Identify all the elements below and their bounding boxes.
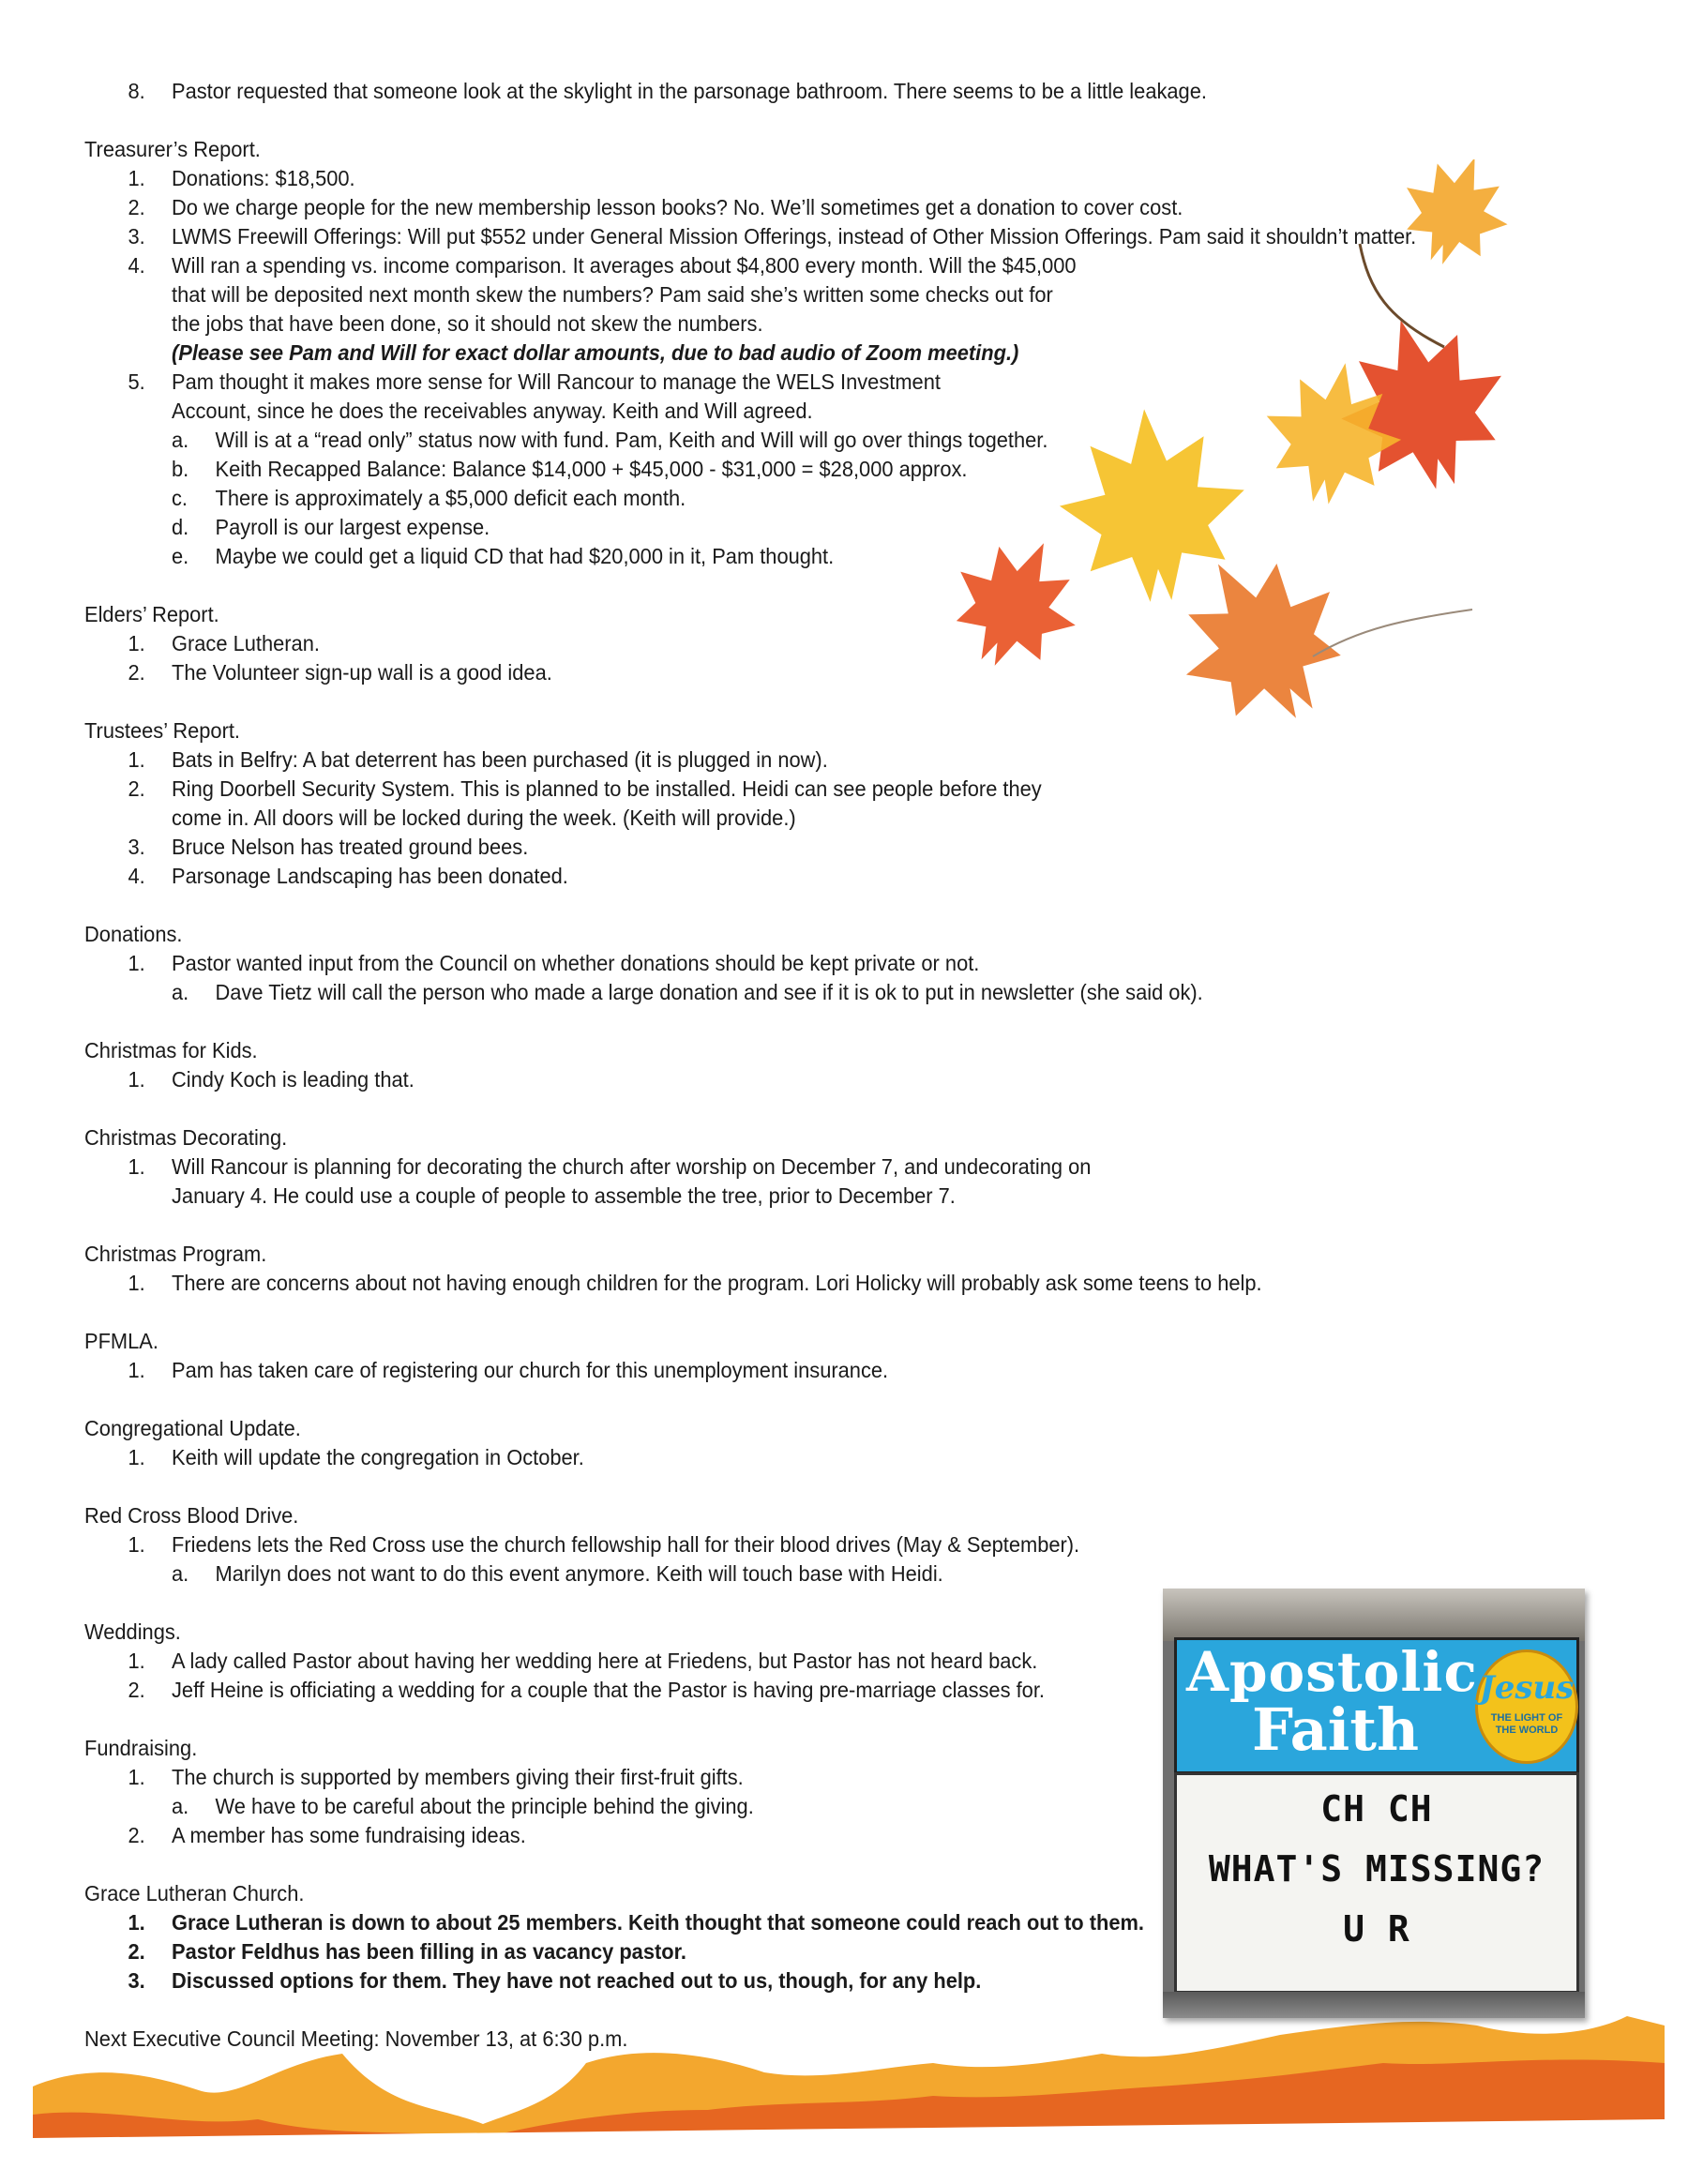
item-text: Will ran a spending vs. income comparison. It averages about $4,800 every month. Will the $45,000 [172,253,1077,278]
section-heading: Christmas Program. [84,1242,267,1266]
next-meeting-line: Next Executive Council Meeting: November 13, at 6:30 p.m. [84,2026,628,2051]
list-item [84,164,1427,193]
item-number: 5. [128,369,145,394]
item-text: Bats in Belfry: A bat deterrent has been purchased (it is plugged in now). [172,747,828,772]
item-number: 1. [128,747,145,772]
item-number: 2. [128,1823,145,1847]
list-item [84,1152,1427,1182]
item-number: 8. [128,79,145,103]
item-continuation: Account, since he does the receivables anyway. Keith and Will agreed. [172,399,813,423]
item-text: Pastor requested that someone look at the skylight in the parsonage bathroom. There seems to be a little leakage. [172,79,1207,103]
section-heading: Christmas for Kids. [84,1038,258,1062]
item-text: Will Rancour is planning for decorating the church after worship on December 7, and undecorating on [172,1154,1092,1179]
list-item [84,1530,1427,1559]
item-text: The Volunteer sign-up wall is a good idea. [172,660,552,685]
list-item [84,1269,1427,1298]
item-text: Pam thought it makes more sense for Will Rancour to manage the WELS Investment [172,369,941,394]
sign-title-panel [1174,1637,1579,1774]
minutes-section [84,77,1427,106]
sub-item-text: Keith Recapped Balance: Balance $14,000 + $45,000 - $31,000 = $28,000 approx. [215,457,968,481]
item-number: 1. [128,1910,145,1935]
item-text: Keith will update the congregation in October. [172,1445,584,1469]
list-item [84,746,1427,775]
item-number: 1. [128,1271,145,1295]
item-continuation: the jobs that have been done, so it should not skew the numbers. [172,311,763,336]
sub-item-letter: a. [172,428,189,452]
item-text: Parsonage Landscaping has been donated. [172,864,568,888]
item-number: 3. [128,835,145,859]
sub-item [84,542,1427,571]
item-number: 1. [128,166,145,190]
sub-item-letter: a. [172,980,189,1004]
item-number: 1. [128,1649,145,1673]
sign-line-2: Faith [1252,1695,1420,1764]
item-number: 2. [128,195,145,219]
item-text: Ring Doorbell Security System. This is planned to be installed. Heidi can see people before they [172,776,1042,801]
sub-item [84,484,1427,513]
item-text: Do we charge people for the new membership lesson books? No. We’ll sometimes get a donation to cover cost. [172,195,1183,219]
sub-item-text: We have to be careful about the principle behind the giving. [215,1794,754,1818]
minutes-section [84,1501,1427,1589]
list-item [84,368,1427,397]
sub-item-letter: c. [172,486,188,510]
list-item [84,251,1427,280]
list-item [84,1065,1427,1094]
section-heading: Weddings. [84,1619,181,1644]
minutes-section [84,1327,1427,1385]
item-number: 3. [128,224,145,249]
item-text: The church is supported by members giving their first-fruit gifts. [172,1765,744,1789]
item-note: (Please see Pam and Will for exact dollar amounts, due to bad audio of Zoom meeting.) [172,340,1019,365]
list-item [84,1443,1427,1472]
sub-item-letter: a. [172,1561,189,1586]
minutes-section [84,135,1427,571]
minutes-section [84,1414,1427,1472]
minutes-section [84,920,1427,1007]
section-heading: Treasurer’s Report. [84,137,261,161]
section-heading: Red Cross Blood Drive. [84,1503,299,1528]
item-number: 2. [128,1678,145,1702]
sign-message-1: CH CH [1320,1788,1433,1830]
item-number: 1. [128,951,145,975]
item-text: Pastor wanted input from the Council on whether donations should be kept private or not. [172,951,980,975]
list-item [84,862,1427,891]
sub-item-text: Maybe we could get a liquid CD that had $20,000 in it, Pam thought. [215,544,835,568]
item-number: 2. [128,660,145,685]
item-text: Pastor Feldhus has been filling in as vacancy pastor. [172,1939,686,1964]
sign-line-1: Apostolic [1186,1640,1478,1704]
list-item [84,1356,1427,1385]
sub-item [84,978,1427,1007]
sub-item [84,426,1427,455]
sub-item [84,455,1427,484]
item-continuation: January 4. He could use a couple of people to assemble the tree, prior to December 7. [172,1183,956,1208]
item-number: 1. [128,1445,145,1469]
list-item [84,193,1427,222]
sub-item-text: Payroll is our largest expense. [215,515,490,539]
item-text: Bruce Nelson has treated ground bees. [172,835,529,859]
section-heading: Elders’ Report. [84,602,219,626]
section-heading: Donations. [84,922,183,946]
item-continuation: that will be deposited next month skew the numbers? Pam said she’s written some checks out for [172,282,1053,307]
sub-item-letter: a. [172,1794,189,1818]
list-item [84,775,1427,804]
badge-title: Jesus [1479,1669,1575,1707]
item-text: Pam has taken care of registering our church for this unemployment insurance. [172,1358,889,1382]
item-number: 1. [128,1067,145,1092]
list-item [84,949,1427,978]
item-number: 3. [128,1968,145,1993]
sub-item-text: There is approximately a $5,000 deficit each month. [215,486,686,510]
list-item [84,77,1427,106]
item-continuation: come in. All doors will be locked during the week. (Keith will provide.) [172,806,796,830]
sign-message-2: WHAT'S MISSING? [1208,1848,1545,1890]
item-text: Jeff Heine is officiating a wedding for a couple that the Pastor is having pre-marriage classes for. [172,1678,1045,1702]
sub-item-text: Dave Tietz will call the person who made a large donation and see if it is ok to put in newsletter (she said ok). [215,980,1203,1004]
badge-subtitle: THE LIGHT OF THE WORLD [1490,1712,1563,1736]
item-number: 2. [128,1939,145,1964]
item-text: A member has some fundraising ideas. [172,1823,526,1847]
item-number: 1. [128,1532,145,1557]
church-sign-photo [1163,1589,1585,2018]
section-heading: PFMLA. [84,1329,158,1353]
list-item [84,658,1427,687]
section-heading: Christmas Decorating. [84,1125,288,1150]
list-item [84,222,1427,251]
item-text: A lady called Pastor about having her wedding here at Friedens, but Pastor has not heard back. [172,1649,1038,1673]
item-text: Cindy Koch is leading that. [172,1067,414,1092]
item-number: 4. [128,253,145,278]
sign-message-panel [1174,1772,1579,1994]
list-item [84,833,1427,862]
item-number: 1. [128,1765,145,1789]
minutes-section [84,716,1427,891]
sub-item-text: Marilyn does not want to do this event anymore. Keith will touch base with Heidi. [215,1561,943,1586]
item-text: Donations: $18,500. [172,166,355,190]
sub-item-letter: b. [172,457,189,481]
item-text: Grace Lutheran is down to about 25 members. Keith thought that someone could reach out to them. [172,1910,1145,1935]
section-heading: Trustees’ Report. [84,718,241,743]
sign-photo-background [1163,1589,1585,1641]
section-heading: Grace Lutheran Church. [84,1881,305,1905]
sign-photo-ground [1163,1992,1585,2018]
sub-item-letter: e. [172,544,189,568]
item-text: Friedens lets the Red Cross use the church fellowship hall for their blood drives (May & September). [172,1532,1080,1557]
item-text: There are concerns about not having enough children for the program. Lori Holicky will probably ask some teens to help. [172,1271,1262,1295]
sub-item-text: Will is at a “read only” status now with fund. Pam, Keith and Will will go over things together. [215,428,1048,452]
item-number: 1. [128,631,145,655]
item-number: 1. [128,1358,145,1382]
sign-message-3: U R [1343,1908,1410,1950]
jesus-badge [1475,1649,1578,1764]
sub-item-letter: d. [172,515,189,539]
minutes-section [84,1036,1427,1094]
minutes-section [84,600,1427,687]
section-heading: Congregational Update. [84,1416,301,1440]
section-heading: Fundraising. [84,1736,198,1760]
item-text: Grace Lutheran. [172,631,320,655]
item-number: 2. [128,776,145,801]
item-text: Discussed options for them. They have not reached out to us, though, for any help. [172,1968,982,1993]
minutes-section [84,1240,1427,1298]
item-number: 4. [128,864,145,888]
sub-item [84,513,1427,542]
minutes-section [84,1123,1427,1211]
item-text: LWMS Freewill Offerings: Will put $552 under General Mission Offerings, instead of Other Mission Offerings. Pam said it shouldn’t matter. [172,224,1417,249]
item-number: 1. [128,1154,145,1179]
list-item [84,629,1427,658]
sub-item [84,1559,1427,1589]
